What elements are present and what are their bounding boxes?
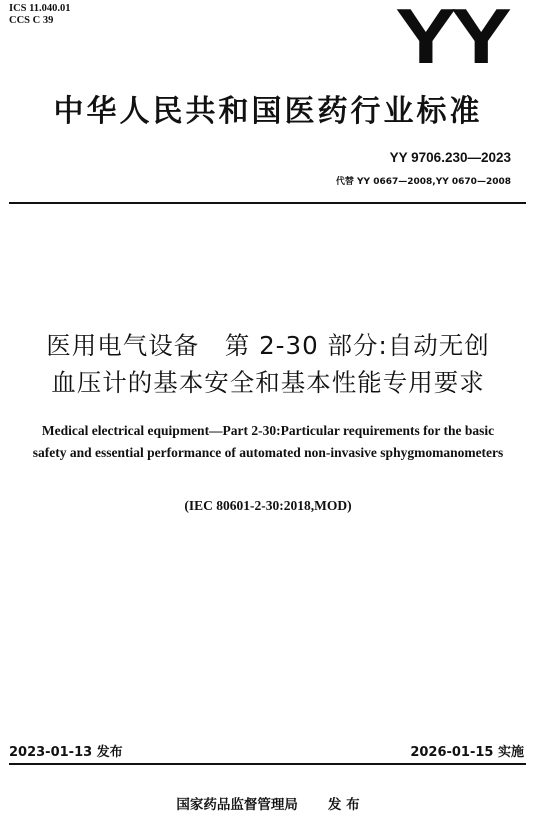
ics-code: ICS 11.040.01	[9, 3, 71, 14]
issuer-line	[0, 793, 536, 813]
footer-divider	[9, 763, 526, 765]
english-title-line2: safety and essential performance of automated non-invasive sphygmomanometers	[32, 444, 504, 460]
replaces-note: 代替 YY 0667—2008,YY 0670—2008	[335, 177, 511, 187]
header-divider	[9, 202, 526, 204]
issue-action: 发 布	[327, 797, 360, 813]
publish-date: 2023-01-13 发布	[9, 745, 123, 760]
chinese-title-line1: 医用电气设备 第 2-30 部分:自动无创	[46, 331, 490, 360]
english-title	[0, 420, 536, 463]
yy-logo: YY	[395, 0, 506, 80]
standard-number: YY 9706.230—2023	[389, 150, 511, 165]
organization-title: 中华人民共和国医药行业标准	[53, 94, 483, 129]
issuer-name: 国家药品监督管理局	[176, 797, 298, 813]
implement-date: 2026-01-15 实施	[410, 745, 524, 760]
chinese-title	[0, 327, 536, 401]
english-title-line1: Medical electrical equipment—Part 2-30:Particular requirements for the basic	[41, 423, 495, 438]
classification-codes	[9, 3, 71, 27]
ccs-code: CCS C 39	[9, 15, 54, 26]
chinese-title-line2: 血压计的基本安全和基本性能专用要求	[51, 368, 485, 397]
iec-reference: (IEC 80601-2-30:2018,MOD)	[184, 498, 352, 513]
